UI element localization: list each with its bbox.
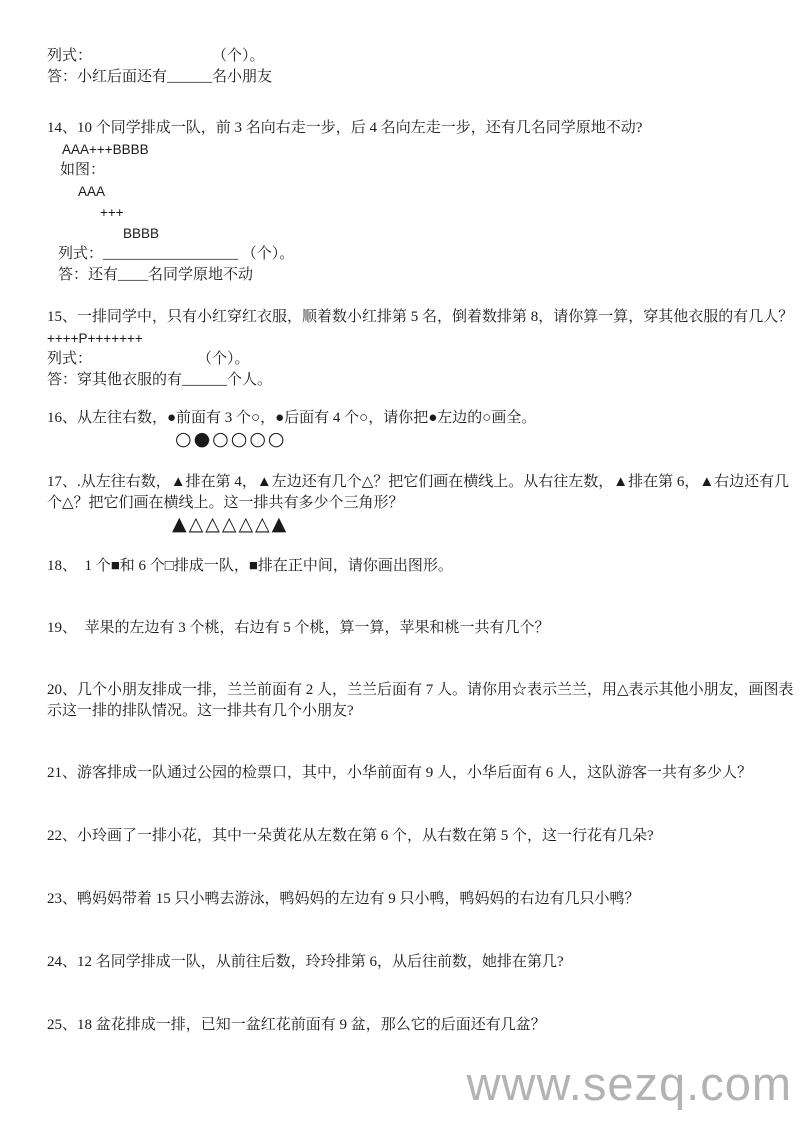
question-23-text: 23、鸭妈妈带着 15 只小鸭去游泳，鸭妈妈的左边有 9 只小鸭，鸭妈妈的右边有几只小鸭？ xyxy=(47,891,640,907)
question-14-figure-row-plus: +++ xyxy=(100,205,124,220)
question-15-text: 15、一排同学中，只有小红穿红衣服，顺着数小红排第 5 名，倒着数排第 8，请你算一算，穿其他衣服的有几人？ xyxy=(47,309,794,325)
question-14-figure-row-b: BBBB xyxy=(123,226,160,241)
question-14-answer-line: 答：还有____名同学原地不动 xyxy=(58,267,254,283)
question-20-text-line1: 20、几个小朋友排成一排，兰兰前面有 2 人，兰兰后面有 7 人。请你用☆表示兰兰，用△表示其他小朋友，画图表 xyxy=(47,682,794,698)
question-15-answer-line: 答：穿其他衣服的有______个人。 xyxy=(47,372,273,388)
question-15-expression-line: 列式： （个）。 xyxy=(47,351,250,367)
question-20-text-line2: 示这一排的排队情况。这一排共有几个小朋友? xyxy=(47,703,354,719)
question-17-text-line2: 个△？把它们画在横线上。这一排共有多少个三角形？ xyxy=(47,495,404,511)
question-18-text: 18、 1 个■和 6 个□排成一队，■排在正中间，请你画出图形。 xyxy=(47,558,453,574)
question-14-inline-diagram: AAA+++BBBB xyxy=(62,142,149,157)
question-16-circle-row: ○●○○○○ xyxy=(175,428,287,450)
question-16-text: 16、从左往右数，●前面有 3 个○，●后面有 4 个○，请你把●左边的○画全。 xyxy=(47,410,537,426)
question-15-inline-diagram: ++++P+++++++ xyxy=(47,331,143,346)
site-watermark: www.sezq.com xyxy=(466,1057,792,1110)
question-19-text: 19、 苹果的左边有 3 个桃，右边有 5 个桃，算一算，苹果和桃一共有几个？ xyxy=(47,620,550,636)
question-14-text: 14、10 个同学排成一队，前 3 名向右走一步，后 4 名向左走一步，还有几名同学原地不动? xyxy=(47,120,643,136)
question-25-text: 25、18 盆花排成一排，已知一盆红花前面有 9 盆，那么它的后面还有几盆？ xyxy=(47,1017,546,1033)
question-22-text: 22、小玲画了一排小花，其中一朵黄花从左数在第 6 个，从右数在第 5 个，这一行花有几朵? xyxy=(47,828,654,844)
worksheet-body xyxy=(47,46,792,1036)
question-21-text: 21、游客排成一队通过公园的检票口，其中，小华前面有 9 人，小华后面有 6 人，这队游客一共有多少人？ xyxy=(47,765,753,781)
question-14-expression-line: 列式：__________________ （个）。 xyxy=(58,246,295,262)
question-14-figure-label: 如图： xyxy=(60,162,106,178)
question-17-triangle-row: ▲△△△△△▲ xyxy=(172,513,289,535)
question-17-text-line1: 17、.从左往右数，▲排在第 4，▲左边还有几个△？把它们画在横线上。从右往左数，▲排在第 6，▲右边还有几 xyxy=(47,474,790,490)
question-14-figure-row-a: AAA xyxy=(78,184,106,199)
carryover-answer-line: 答：小红后面还有______名小朋友 xyxy=(47,69,273,85)
carryover-expression-line: 列式： （个）。 xyxy=(47,48,265,64)
question-24-text: 24、12 名同学排成一队，从前往后数，玲玲排第 6，从后往前数，她排在第几? xyxy=(47,954,564,970)
